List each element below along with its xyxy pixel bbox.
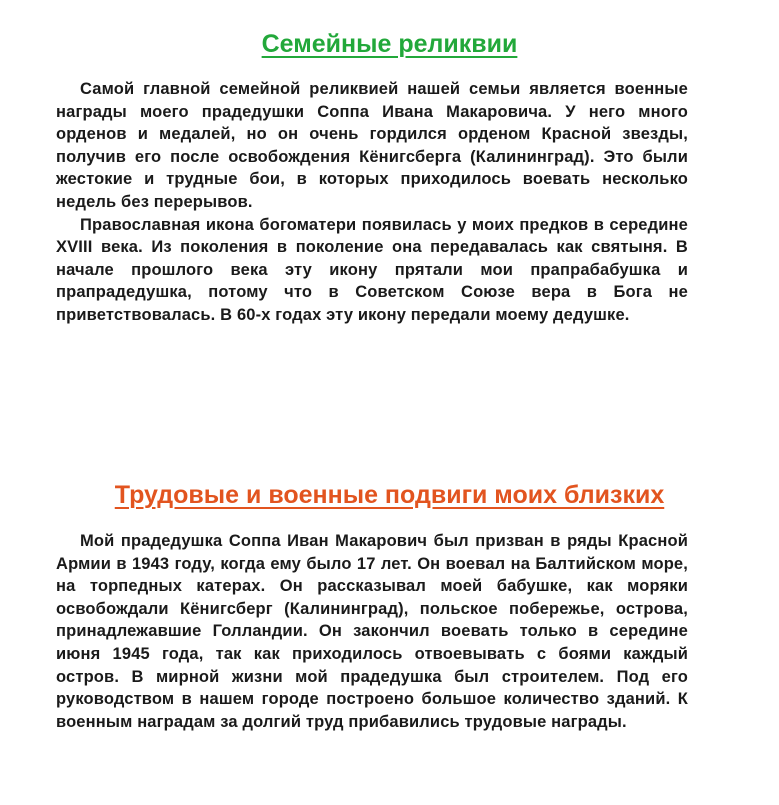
deeds-section <box>56 530 688 733</box>
family-relics-paragraph-2: Православная икона богоматери появилась у моих предков в середине XVIII века. Из поколения в поколение она передавалась как святыня. В начале прошлого века эту икону прятали мои прапрабабушка и прапрадедушка, потому что в Советском Союзе вера в Бога не приветствовалась. В 60-х годах эту икону передали моему дедушке. <box>56 215 688 324</box>
deeds-paragraph-1: Мой прадедушка Соппа Иван Макарович был призван в ряды Красной Армии в 1943 году, когда ему было 17 лет. Он воевал на Балтийском море, на торпедных катерах. Он рассказывал моей бабушке, как моряки освобождали Кёнигсберг (Калининград), польское побережье, острова, принадлежавшие Голландии. Он закончил воевать только в середине июня 1945 года, так как приходилось отвоевывать с боями каждый остров. В мирной жизни мой прадедушка был строителем. Под его руководством в нашем городе построено большое количество зданий. К военным наградам за долгий труд прибавились трудовые награды. <box>56 532 688 731</box>
family-relics-section <box>56 78 688 327</box>
deeds-heading: Трудовые и военные подвиги моих близких <box>114 481 665 509</box>
family-relics-paragraph-1: Самой главной семейной реликвией нашей семьи является военные награды моего прадедушки Соппа Ивана Макаровича. У него много орденов и медалей, но он очень гордился орденом Красной звезды, получив его после освобождения Кёнигсберга (Калининград). Это были жестокие и трудные бои, в которых приходилось воевать несколько недель без перерывов. <box>56 80 688 211</box>
family-relics-heading: Семейные реликвии <box>261 30 518 58</box>
